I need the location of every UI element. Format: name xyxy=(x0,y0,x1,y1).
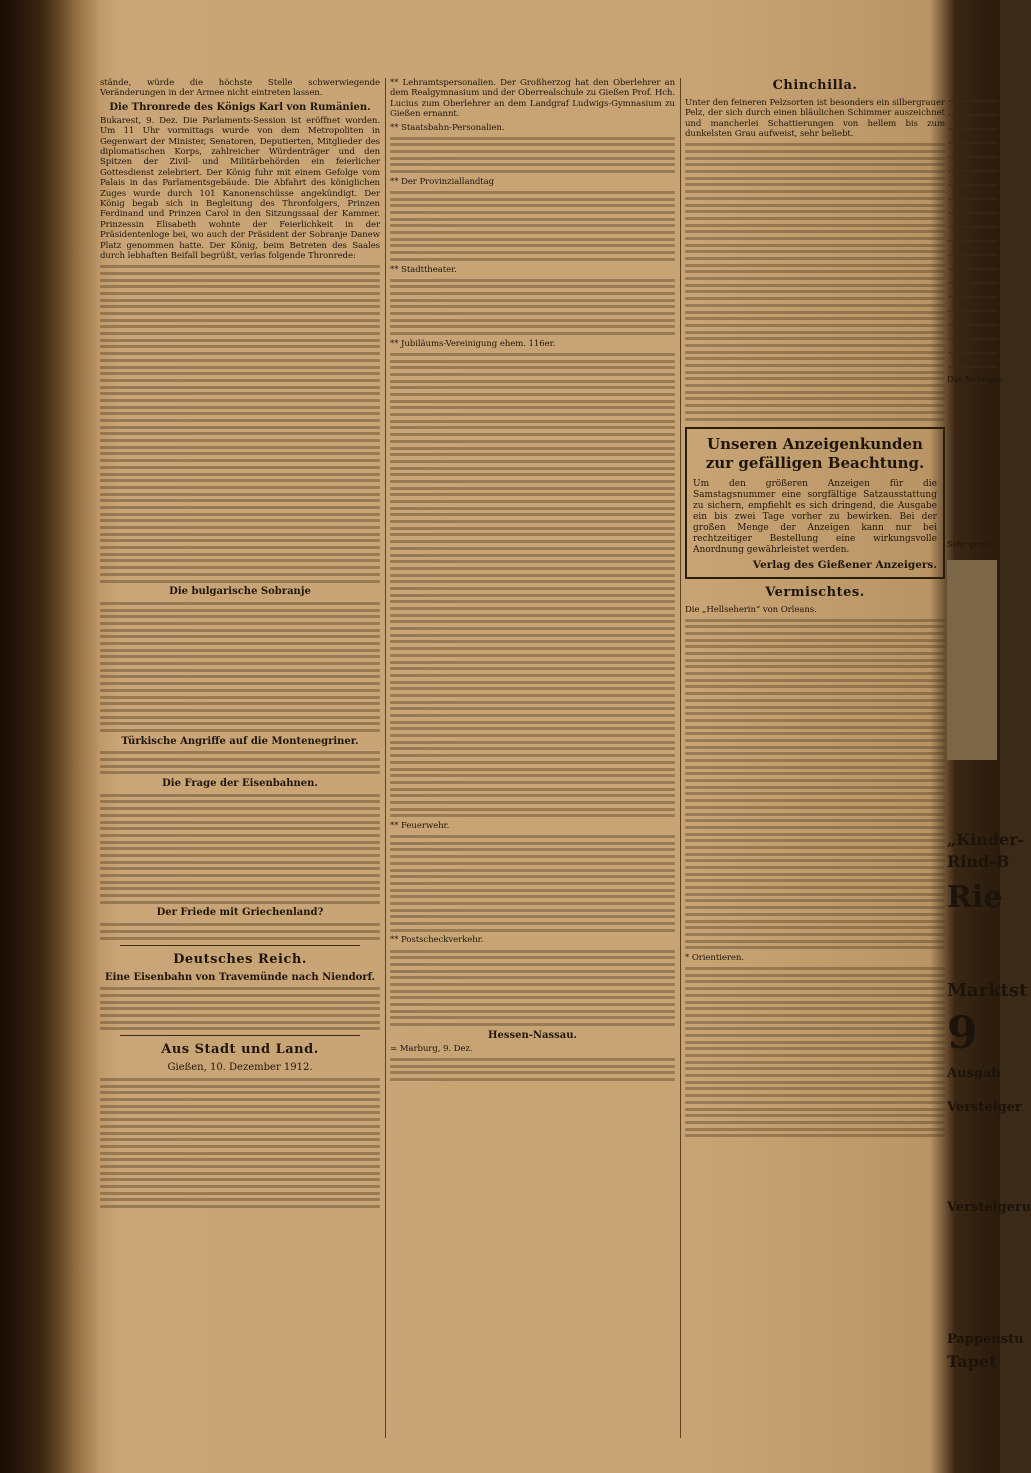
vermischtes-heading: Vermischtes. xyxy=(765,584,865,600)
neighbor-fragment: Rie xyxy=(947,880,1003,915)
orientieren-text-block xyxy=(685,967,945,1137)
reich-text-block xyxy=(100,987,380,1030)
neighbor-fragment: Das Nebelpre xyxy=(947,375,1003,384)
staatsbahn-text-block xyxy=(390,137,675,173)
neighbor-fragment: Versteigeru xyxy=(947,1200,1031,1215)
column-1 xyxy=(100,78,380,1438)
montenegro-text-block xyxy=(100,751,380,774)
hessen-nassau-heading: Hessen-Nassau. xyxy=(488,1029,577,1041)
chinchilla-text-block xyxy=(685,143,945,420)
lehramt-paragraph: ** Lehramtspersonalien. Der Großherzog hat den Oberlehrer an dem Realgymnasium und der Oberrealschule zu Gießen Prof. Hch. Lucius zum Oberlehrer an dem Landgraf Ludwigs-Gymnasium zu Gießen ernannt. xyxy=(390,78,675,120)
section-divider xyxy=(120,945,360,946)
neighbor-fragment: Tapet xyxy=(947,1352,997,1371)
deutsches-reich-heading: Deutsches Reich. xyxy=(173,951,307,967)
greece-heading: Der Friede mit Griechenland? xyxy=(156,907,324,919)
notice-body: Um den größeren Anzeigen für die Samstagsnummer eine sorgfältige Satzausstattung zu sichern, empfiehlt es sich dringend, die Ausgabe ein bis zwei Tage vorher zu bewirken. Bei der großen Menge der Anzeigen kann nur bei rechtzeitiger Bestellung eine wirkungsvolle Anordnung gewährleistet werden. xyxy=(693,478,937,555)
column-rule xyxy=(680,78,681,1438)
city-text-block xyxy=(100,1078,380,1208)
landtag-lead: ** Der Provinziallandtag xyxy=(390,176,495,187)
section-divider xyxy=(120,1035,360,1036)
staatsbahn-lead: ** Staatsbahn-Personalien. xyxy=(390,122,505,133)
hellseherin-text-block xyxy=(685,619,945,950)
neighbor-fragment: Pappenstu xyxy=(947,1332,1024,1347)
railway-heading: Die Frage der Eisenbahnen. xyxy=(162,778,318,790)
orientieren-lead: * Orientieren. xyxy=(685,952,744,963)
bulgaria-text-block xyxy=(100,602,380,732)
opening-paragraph: stände, würde die höchste Stelle schwerwiegende Veränderungen in der Armee nicht eintreten lassen. xyxy=(100,78,380,99)
postscheck-text-block xyxy=(390,950,675,1027)
romania-paragraph: Bukarest, 9. Dez. Die Parlaments-Session ist eröffnet worden. Um 11 Uhr vormittags wurde von dem Metropoliten in Gegenwart der Minister, Senatoren, Deputierten, Mitglieder des diplomatischen Korps, zahlreicher Würdenträger und den Spitzen der Zivil- und Militärbehörden ein feierlicher Gottesdienst zelebriert. Der König fuhr mit einem Gefolge vom Palais in das Parlamentsgebäude. Die Abfahrt des königlichen Zuges wurde durch 101 Kanonenschüsse angekündigt. Der König begab sich in Begleitung des Thronfolgers, Prinzen Ferdinand und Prinzen Carol in den Sitzungssaal der Kammer. Prinzessin Elisabeth wohnte der Feierlichkeit in der Präsidentenloge bei, wo auch der Präsident der Sobranje Danew Platz genommen hatte. Der König, beim Betreten des Saales durch lebhaften Beifall begrüßt, verlas folgende Thronrede: xyxy=(100,115,380,262)
column-3 xyxy=(685,78,945,1438)
marburg-text-block xyxy=(390,1058,675,1081)
neighbor-fragment: Marktst xyxy=(947,980,1028,1001)
feuerwehr-text-block xyxy=(390,835,675,932)
column-rule xyxy=(385,78,386,1438)
notice-title-line-2: zur gefälligen Beachtung. xyxy=(705,453,925,472)
neighbor-fragment: Sehr gross xyxy=(947,540,991,549)
neighbor-fragment: 9 xyxy=(947,1008,978,1059)
jubilaeum-lead: ** Jubiläums-Vereinigung ehem. 116er. xyxy=(390,338,556,349)
jubilaeum-text-block xyxy=(390,353,675,817)
chinchilla-intro: Unter den feineren Pelzsorten ist besonders ein silbergrauer Pelz, der sich durch einen bläulichen Schimmer auszeichnet und mancherlei Schattierungen von hellem bis zum dunkelsten Grau aufweist, sehr beliebt. xyxy=(685,98,945,140)
theater-text-block xyxy=(390,279,675,336)
neighbor-illustration xyxy=(947,560,997,760)
adjacent-page-edge xyxy=(945,70,1031,1410)
greece-text-block xyxy=(100,923,380,939)
neighbor-fragment: Versteiger xyxy=(947,1100,1022,1115)
marburg-lead: = Marburg, 9. Dez. xyxy=(390,1043,473,1054)
montenegro-heading: Türkische Angriffe auf die Montenegriner. xyxy=(121,735,359,747)
newspaper-page xyxy=(100,78,945,1438)
feuerwehr-lead: ** Feuerwehr. xyxy=(390,821,450,831)
neighbor-fragment: „Kinder- xyxy=(947,830,1025,849)
landtag-text-block xyxy=(390,191,675,261)
notice-title-line-1: Unseren Anzeigenkunden xyxy=(707,434,923,453)
neighbor-fragment: Ausgab xyxy=(947,1066,1001,1081)
theater-lead: ** Stadttheater. xyxy=(390,264,457,275)
bulgaria-heading: Die bulgarische Sobranje xyxy=(169,586,311,598)
stadt-und-land-heading: Aus Stadt und Land. xyxy=(161,1042,319,1058)
column-2 xyxy=(390,78,675,1438)
postscheck-lead: ** Postscheckverkehr. xyxy=(390,935,484,946)
thronrede-text-block xyxy=(100,265,380,582)
chinchilla-heading: Chinchilla. xyxy=(772,78,858,93)
railway-text-block xyxy=(100,794,380,904)
travemuende-heading: Eine Eisenbahn von Travemünde nach Niendorf. xyxy=(104,971,376,983)
neighbor-fragment: Rind-B xyxy=(947,852,1010,871)
city-dateline: Gießen, 10. Dezember 1912. xyxy=(167,1062,313,1074)
hellseherin-lead: Die „Hellseherin“ von Orleans. xyxy=(685,604,817,615)
notice-signature: Verlag des Gießener Anzeigers. xyxy=(752,558,937,571)
advertiser-notice-box xyxy=(685,427,945,579)
binding-shadow xyxy=(0,0,100,1473)
romania-heading: Die Thronrede des Königs Karl von Rumänien. xyxy=(109,101,371,113)
